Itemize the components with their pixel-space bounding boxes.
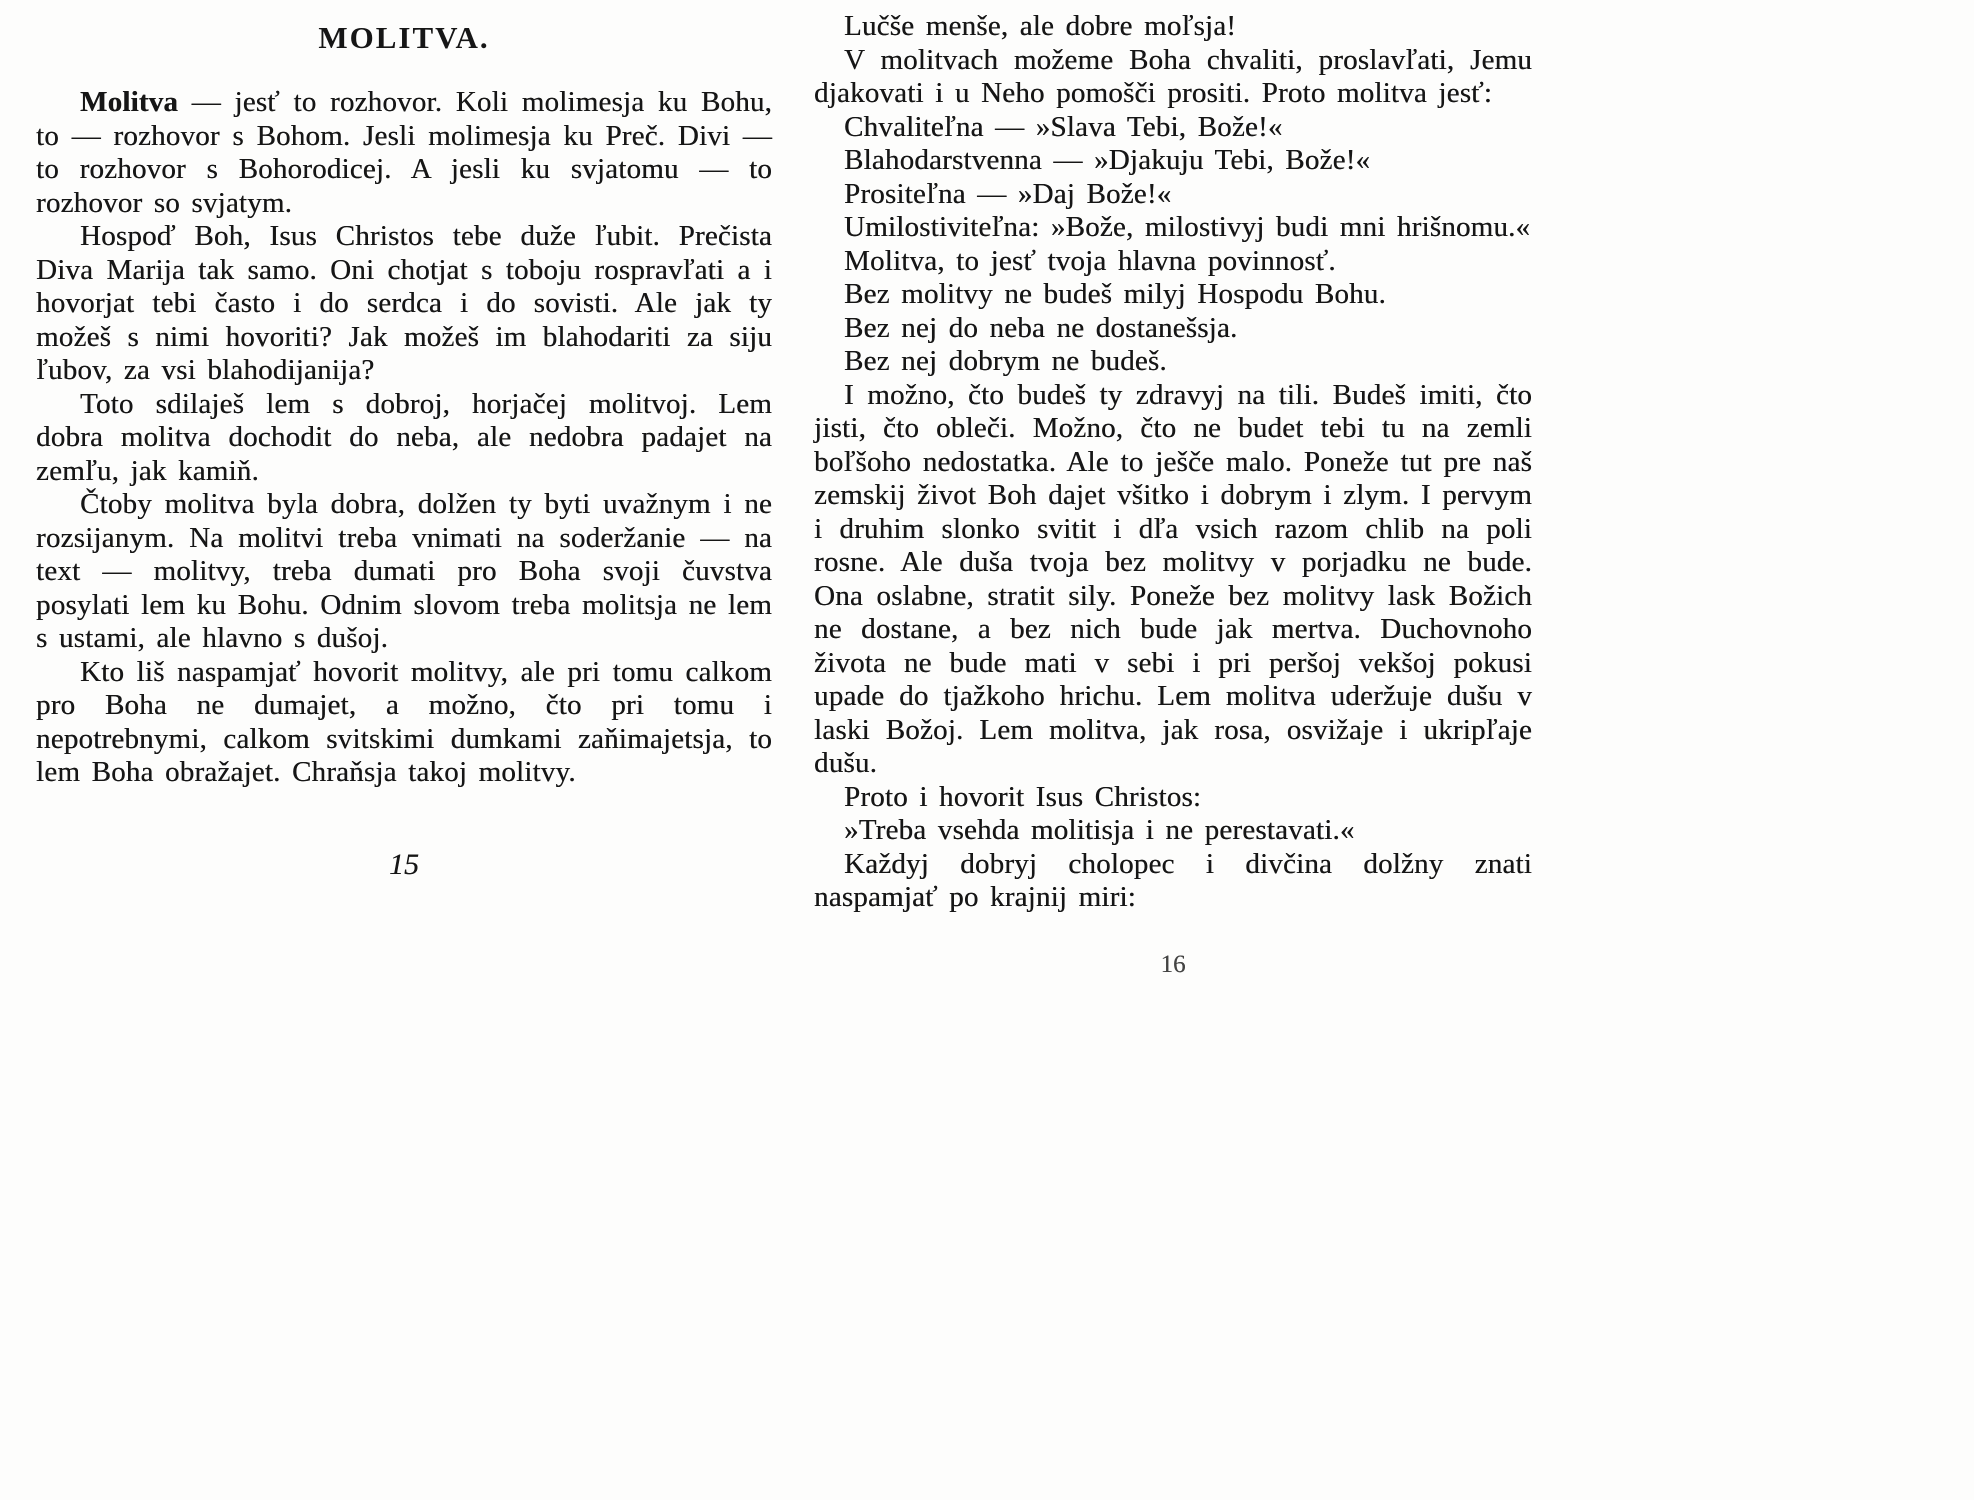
paragraph: Každyj dobryj cholopec i divčina dolžny znati naspamjať po krajnij miri: [814, 847, 1532, 913]
paragraph: Kto liš naspamjať hovorit molitvy, ale pri tomu calkom pro Boha ne dumajet, a možno, čto pri tomu i nepotrebnymi, calkom svitskimi dumkami zaňimajetsja, to lem Boha obražajet. Chraňsja takoj molitvy. [36, 655, 772, 788]
paragraph: I možno, čto budeš ty zdravyj na tili. Budeš imiti, čto jisti, čto obleči. Možno, čto ne budet tebi tu na zemli boľšoho nedostatka. Ale to ješče malo. Poneže tut pre naš zemskij život Boh dajet všitko i dobrym i zlym. I pervym i druhim slonko svitit i dľa vsich razom chlib na poli rosne. Ale duša tvoja bez molitvy v porjadku ne bude. Ona oslabne, stratit sily. Poneže bez molitvy lask Božich ne dostane, a bez nich bude jak mertva. Duchovnoho života ne bude mati v sebi i pri peršoj vekšoj pokusi upade do tjažkoho hrichu. Lem molitva uderžuje dušu v laski Božoj. Lem molitva, jak rosa, osvižaje i ukripľaje dušu. [814, 378, 1532, 779]
paragraph-intro [36, 86, 772, 220]
paragraph: »Treba vsehda molitisja i ne perestavati.« [844, 814, 1355, 846]
paragraph: Lučše menše, ale dobre moľsja! [844, 10, 1237, 42]
paragraph: Umilostiviteľna: »Bože, milostivyj budi mni hrišnomu.« [844, 211, 1531, 243]
paragraph: Čtoby molitva byla dobra, dolžen ty byti uvažnym i ne rozsijanym. Na molitvi treba vnimati na soderžanie — na text — molitvy, treba dumati pro Boha svoji čuvstva posylati lem ku Bohu. Odnim slovom treba molitsja ne lem s ustami, ale hlavno s dušoj. [36, 488, 772, 654]
paragraph: Proto i hovorit Isus Christos: [844, 780, 1202, 813]
paragraph: Molitva, to jesť tvoja hlavna povinnosť. [844, 244, 1336, 277]
paragraph: Bez nej dobrym ne budeš. [844, 345, 1167, 377]
page-right [814, 10, 1532, 979]
paragraph: Blahodarstvenna — »Djakuju Tebi, Bože!« [844, 144, 1371, 176]
paragraph: Toto sdilaješ lem s dobroj, horjačej molitvoj. Lem dobra molitva dochodit do neba, ale nedobra padajet na zemľu, jak kamiň. [36, 387, 772, 487]
paragraph: Bez nej do neba ne dostanešsja. [844, 311, 1238, 344]
paragraph: Chvaliteľna — »Slava Tebi, Bože!« [844, 110, 1283, 143]
page-left [36, 14, 772, 882]
page-title: MOLITVA. [318, 20, 490, 55]
paragraph: Prositeľna — »Daj Bože!« [844, 177, 1172, 210]
page-number-left: 15 [389, 847, 419, 881]
lead-word: Molitva [80, 86, 179, 118]
paragraph: Bez molitvy ne budeš milyj Hospodu Bohu. [844, 278, 1386, 310]
paragraph-text: — jesť to rozhovor. Koli molimesja ku Bohu, to — rozhovor s Bohom. Jesli molimesja ku Preč. Divi — to rozhovor s Bohorodicej. A jesli ku svjatomu — to rozhovor so svjatym. [36, 86, 772, 219]
page-number-right: 16 [1160, 950, 1186, 978]
paragraph: V molitvach možeme Boha chvaliti, proslavľati, Jemu djakovati i u Neho pomošči prositi. Proto molitva jesť: [814, 43, 1532, 109]
paragraph: Hospoď Boh, Isus Christos tebe duže ľubit. Prečista Diva Marija tak samo. Oni chotjat s toboju rospravľati a i hovorjat tebi často i do serdca i do sovisti. Ale jak ty možeš s nimi hovoriti? Jak možeš im blahodariti za siju ľubov, za vsi blahodijanija? [36, 220, 772, 386]
